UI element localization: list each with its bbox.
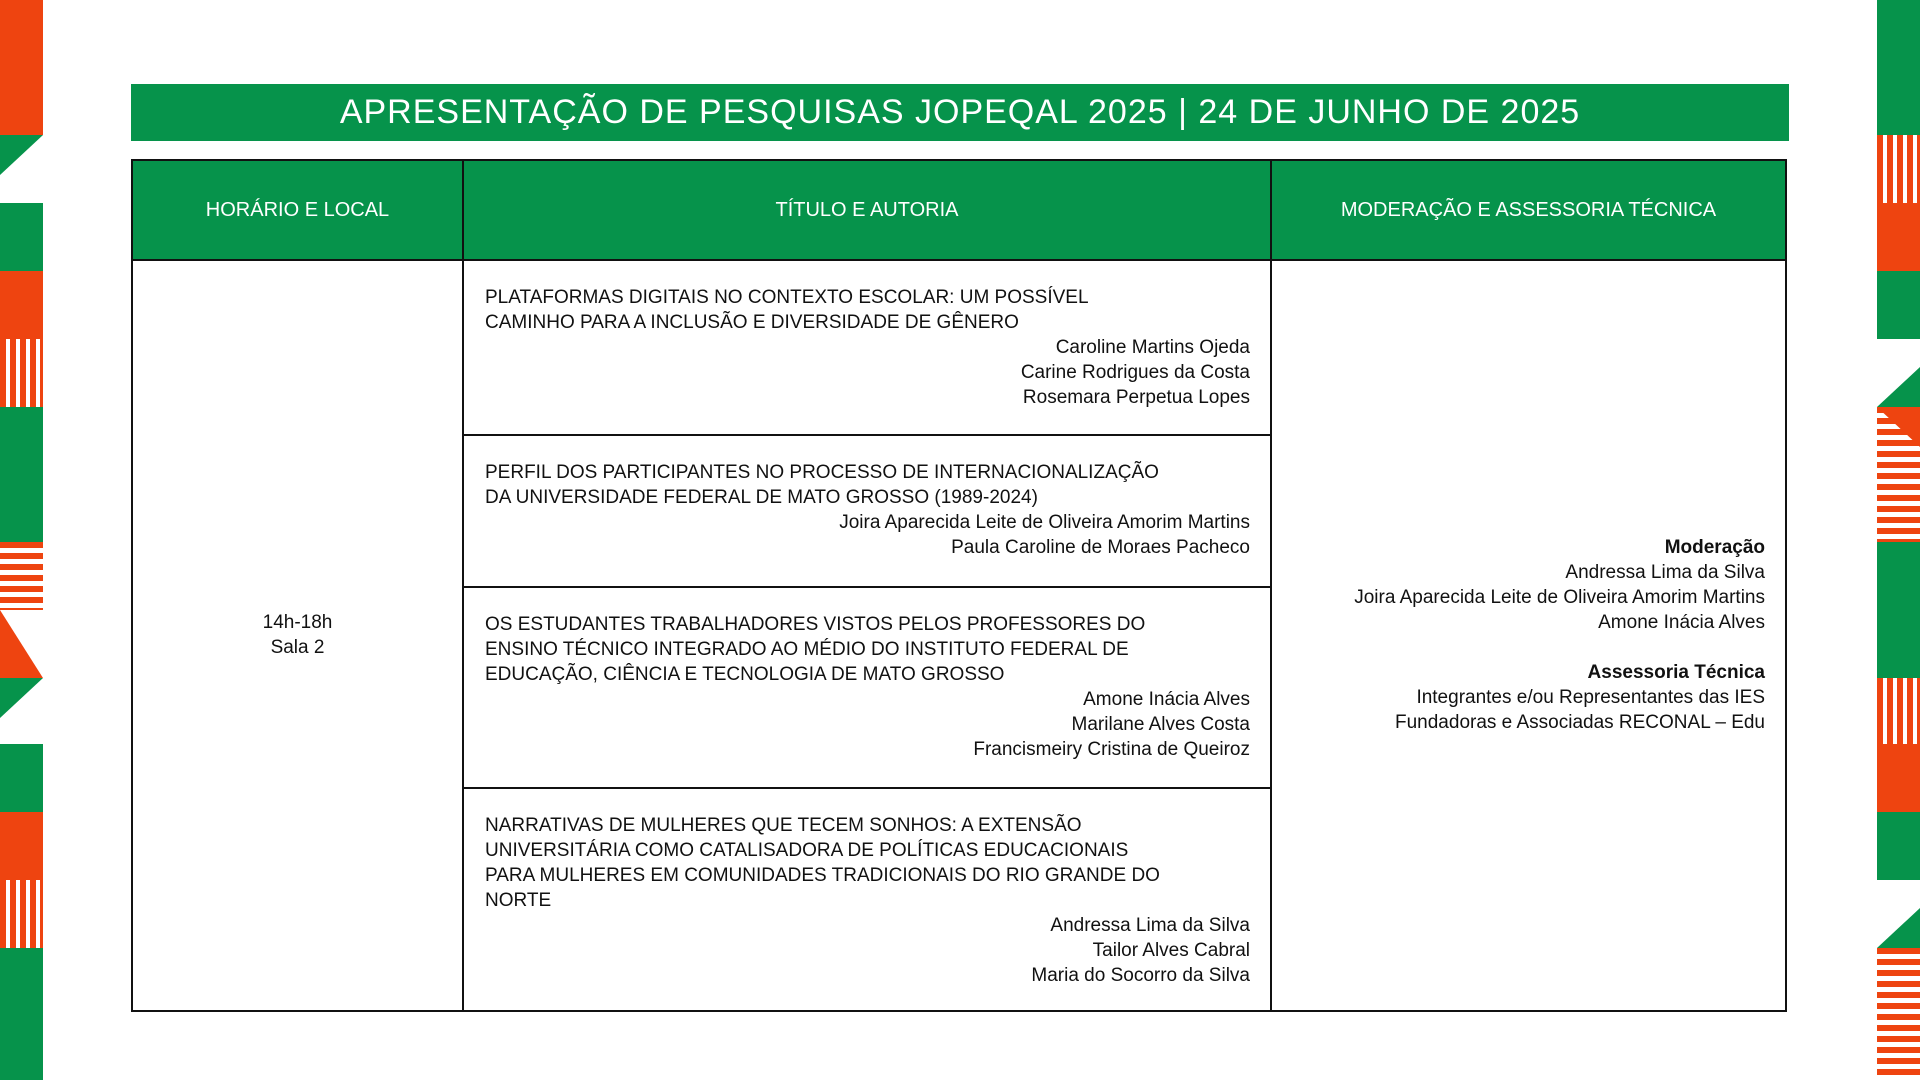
strip-block: [0, 948, 43, 1080]
strip-block: [0, 203, 43, 271]
strip-block: [1877, 542, 1920, 610]
presentation-authors: [485, 687, 1250, 762]
author-name: Francismeiry Cristina de Queiroz: [973, 739, 1250, 760]
author-name: Maria do Socorro da Silva: [1031, 965, 1250, 986]
strip-block: [1877, 948, 1920, 1080]
presentation-title: [485, 285, 1250, 335]
triangle-shape: [0, 678, 43, 744]
author-name: Caroline Martins Ojeda: [1055, 337, 1250, 358]
presentation-entry: [464, 436, 1270, 586]
title-line: PERFIL DOS PARTICIPANTES NO PROCESSO DE INTERNACIONALIZAÇÃO: [485, 462, 1159, 483]
strip-block: [1877, 203, 1920, 271]
session-room: Sala 2: [270, 636, 325, 658]
strip-block: [0, 407, 43, 542]
author-name: Paula Caroline de Moraes Pacheco: [951, 537, 1250, 558]
schedule-table: [131, 159, 1787, 1012]
triangle-shape: [0, 135, 43, 203]
strip-block: [1877, 744, 1920, 812]
author-name: Joira Aparecida Leite de Oliveira Amorim Martins: [839, 512, 1250, 533]
triangle-shape: [1877, 407, 1920, 447]
presentation-title: [485, 813, 1250, 913]
technical-assistance-heading: Assessoria Técnica: [1587, 661, 1765, 683]
presentation-authors: [485, 510, 1250, 560]
title-line: UNIVERSITÁRIA COMO CATALISADORA DE POLÍTICAS EDUCACIONAIS: [485, 840, 1129, 861]
title-line: NORTE: [485, 890, 552, 911]
presentation-entry: [464, 261, 1270, 434]
moderation-cell: [1272, 259, 1785, 1010]
strip-block: [0, 610, 43, 678]
strip-block: [1877, 135, 1920, 203]
title-line: ENSINO TÉCNICO INTEGRADO AO MÉDIO DO INSTITUTO FEDERAL DE: [485, 639, 1129, 660]
session-time: 14h-18h: [262, 611, 333, 633]
title-line: PARA MULHERES EM COMUNIDADES TRADICIONAIS DO RIO GRANDE DO: [485, 865, 1160, 886]
presentation-title: [485, 460, 1250, 510]
strip-block: [0, 135, 43, 203]
moderator-name: Joira Aparecida Leite de Oliveira Amorim Martins: [1354, 586, 1765, 608]
strip-block: [0, 271, 43, 339]
column-header-moderation: MODERAÇÃO E ASSESSORIA TÉCNICA: [1272, 161, 1785, 259]
moderation-heading: Moderação: [1664, 536, 1765, 558]
triangle-shape: [1877, 880, 1920, 948]
author-name: Marilane Alves Costa: [1071, 714, 1250, 735]
author-name: Carine Rodrigues da Costa: [1020, 362, 1250, 383]
column-header-time-location: HORÁRIO E LOCAL: [133, 161, 462, 259]
strip-block: [1877, 407, 1920, 542]
page-title: APRESENTAÇÃO DE PESQUISAS JOPEQAL 2025 | 24 DE JUNHO DE 2025: [131, 84, 1789, 141]
presentation-authors: [485, 335, 1250, 410]
strip-block: [0, 812, 43, 880]
title-line: OS ESTUDANTES TRABALHADORES VISTOS PELOS PROFESSORES DO: [485, 614, 1146, 635]
title-line: NARRATIVAS DE MULHERES QUE TECEM SONHOS: A EXTENSÃO: [485, 815, 1082, 836]
author-name: Tailor Alves Cabral: [1092, 940, 1250, 961]
presentation-entry: [464, 789, 1270, 1010]
technical-assistance-line: Fundadoras e Associadas RECONAL – Edu: [1395, 711, 1765, 733]
strip-block: [1877, 0, 1920, 68]
author-name: Rosemara Perpetua Lopes: [1022, 387, 1250, 408]
strip-block: [1877, 339, 1920, 407]
strip-block: [1877, 880, 1920, 948]
strip-block: [1877, 812, 1920, 880]
strip-block: [1877, 610, 1920, 678]
right-decorative-strip: [1877, 0, 1920, 1080]
title-line: PLATAFORMAS DIGITAIS NO CONTEXTO ESCOLAR: UM POSSÍVEL: [485, 287, 1089, 308]
strip-block: [1877, 271, 1920, 339]
moderator-name: Amone Inácia Alves: [1598, 611, 1765, 633]
presentation-entry: [464, 588, 1270, 787]
author-name: Amone Inácia Alves: [1083, 689, 1250, 710]
strip-block: [0, 542, 43, 610]
title-line: CAMINHO PARA A INCLUSÃO E DIVERSIDADE DE GÊNERO: [485, 312, 1019, 333]
strip-block: [0, 678, 43, 744]
moderator-name: Andressa Lima da Silva: [1565, 561, 1765, 583]
time-location-cell: [133, 259, 462, 1010]
strip-block: [1877, 678, 1920, 744]
column-header-title-authorship: TÍTULO E AUTORIA: [464, 161, 1270, 259]
strip-block: [0, 744, 43, 812]
strip-block: [0, 880, 43, 948]
author-name: Andressa Lima da Silva: [1050, 915, 1250, 936]
strip-block: [1877, 68, 1920, 135]
title-line: DA UNIVERSIDADE FEDERAL DE MATO GROSSO (1989-2024): [485, 487, 1038, 508]
presentation-authors: [485, 913, 1250, 988]
presentation-title: [485, 612, 1250, 687]
strip-block: [0, 339, 43, 407]
technical-assistance-line: Integrantes e/ou Representantes das IES: [1416, 686, 1765, 708]
title-line: EDUCAÇÃO, CIÊNCIA E TECNOLOGIA DE MATO GROSSO: [485, 664, 1005, 685]
strip-block: [0, 0, 43, 135]
triangle-shape: [1877, 339, 1920, 407]
left-decorative-strip: [0, 0, 43, 1080]
triangle-shape: [0, 610, 43, 678]
